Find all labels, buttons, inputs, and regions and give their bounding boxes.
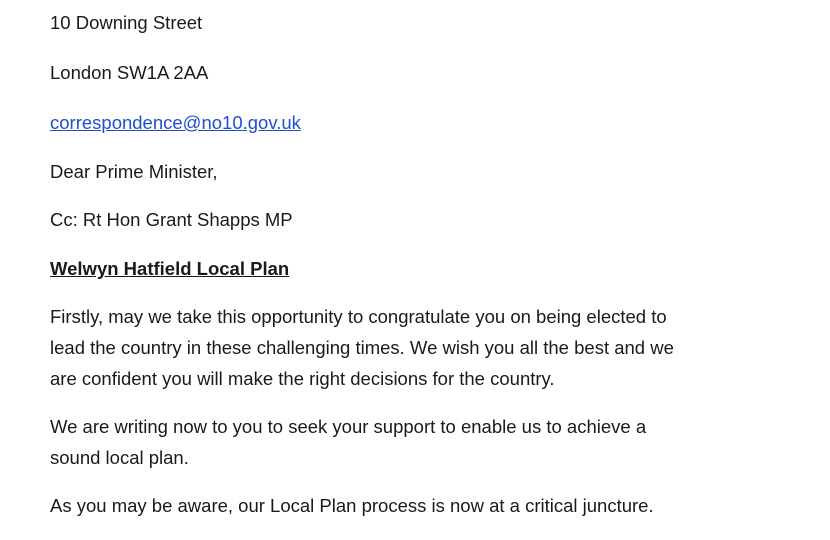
paragraph-support [50,411,790,473]
paragraph-line: Firstly, may we take this opportunity to congratulate you on being elected to [50,306,667,327]
email-link[interactable]: correspondence@no10.gov.uk [50,112,301,133]
paragraph-congratulations [50,301,790,394]
address-city: London SW1A 2AA [50,62,209,83]
paragraph-juncture [50,490,790,521]
paragraph-line: lead the country in these challenging times. We wish you all the best and we [50,337,674,358]
cc-line: Cc: Rt Hon Grant Shapps MP [50,209,293,230]
paragraph-line: sound local plan. [50,447,189,468]
paragraph-line: are confident you will make the right decisions for the country. [50,368,555,389]
address-street: 10 Downing Street [50,12,203,33]
letter-heading: Welwyn Hatfield Local Plan [50,258,290,279]
paragraph-line: We are writing now to you to seek your support to enable us to achieve a [50,416,647,437]
paragraph-line: As you may be aware, our Local Plan process is now at a critical juncture. [50,495,654,516]
salutation: Dear Prime Minister, [50,161,218,182]
